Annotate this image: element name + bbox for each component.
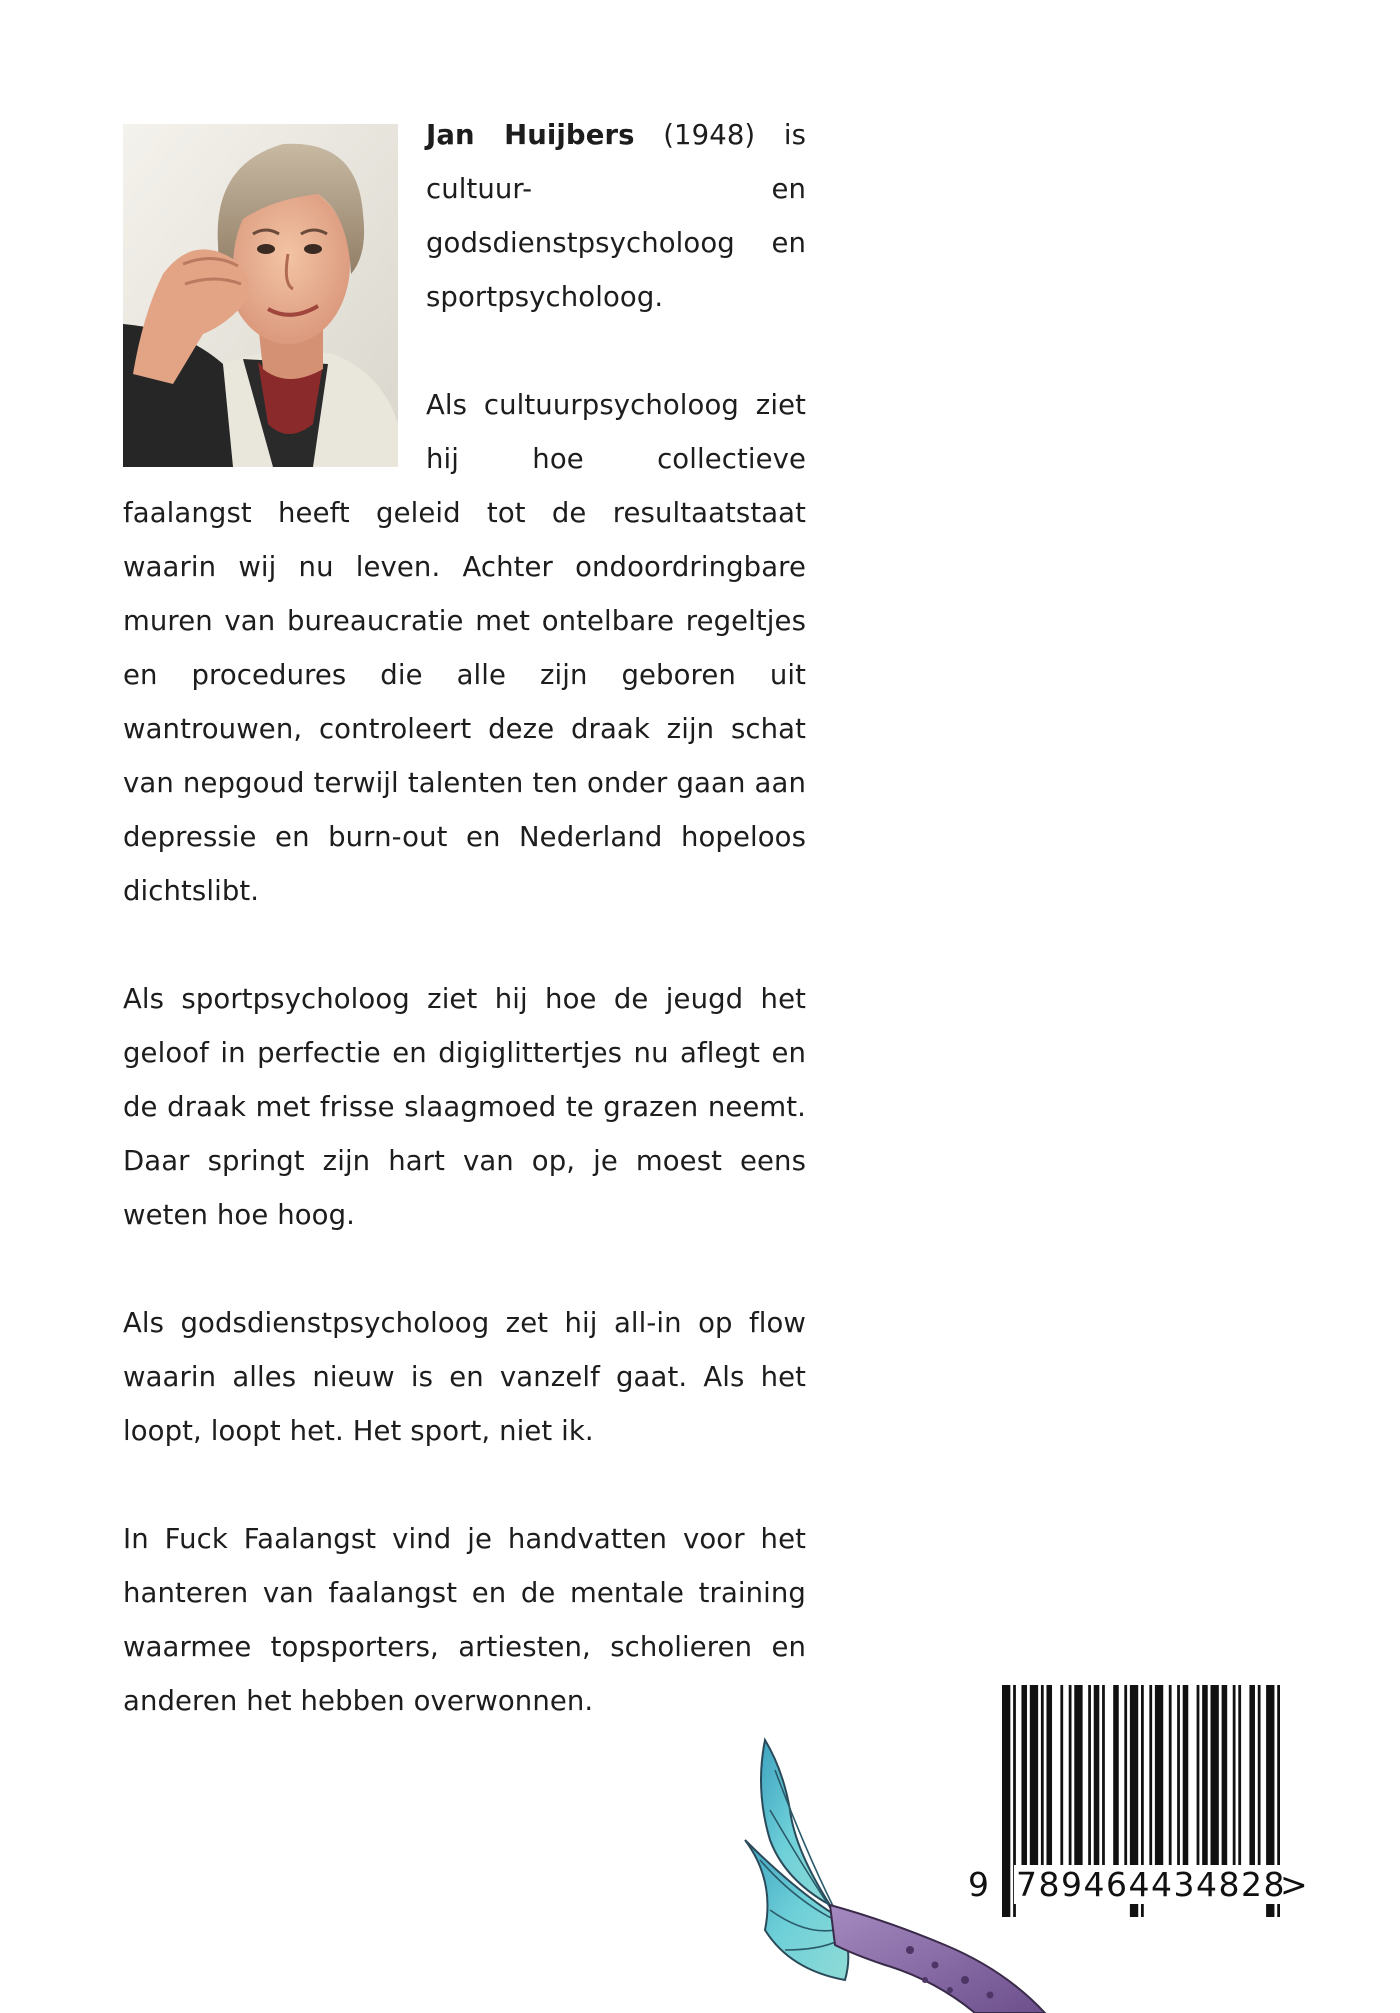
author-name: Jan Huijbers [426, 119, 635, 151]
portrait-image-icon [123, 124, 398, 467]
author-bio [123, 108, 806, 1728]
author-portrait [123, 124, 398, 467]
barcode-arrow: > [1280, 1865, 1308, 1904]
bio-paragraph-religion: Als godsdienstpsycholoog zet hij all-in op flow waarin alles nieuw is en vanzelf gaat. Als het loopt, loopt het. Het sport, niet ik. [123, 1307, 806, 1447]
bio-intro-text: (1948) is cultuur- en godsdienstpsycholoog en sportpsycholoog. [426, 119, 806, 313]
barcode-digits: 789464434828 [1016, 1865, 1286, 1904]
isbn-barcode [968, 1685, 1308, 1910]
bio-paragraph-culture: Als cultuurpsycholoog ziet hij hoe collectieve faalangst heeft geleid tot de resultaatstaat waarin wij nu leven. Achter ondoordringbare muren van bureaucratie met ontelbare regeltjes en procedures die alle zijn geboren uit wantrouwen, controleert deze draak zijn schat van nepgoud terwijl talenten ten onder gaan aan depressie en burn-out en Nederland hopeloos dichtslibt. [123, 389, 806, 907]
bio-paragraph-book: In Fuck Faalangst vind je handvatten voor het hanteren van faalangst en de mentale training waarmee topsporters, artiesten, scholieren en anderen het hebben overwonnen. [123, 1523, 806, 1717]
bio-intro [123, 108, 806, 324]
barcode-first-digit: 9 [968, 1865, 989, 1904]
bio-paragraph-sport: Als sportpsycholoog ziet hij hoe de jeugd het geloof in perfectie en digiglittertjes nu aflegt en de draak met frisse slaagmoed te grazen neemt. Daar springt zijn hart van op, je moest eens weten hoe hoog. [123, 983, 806, 1231]
